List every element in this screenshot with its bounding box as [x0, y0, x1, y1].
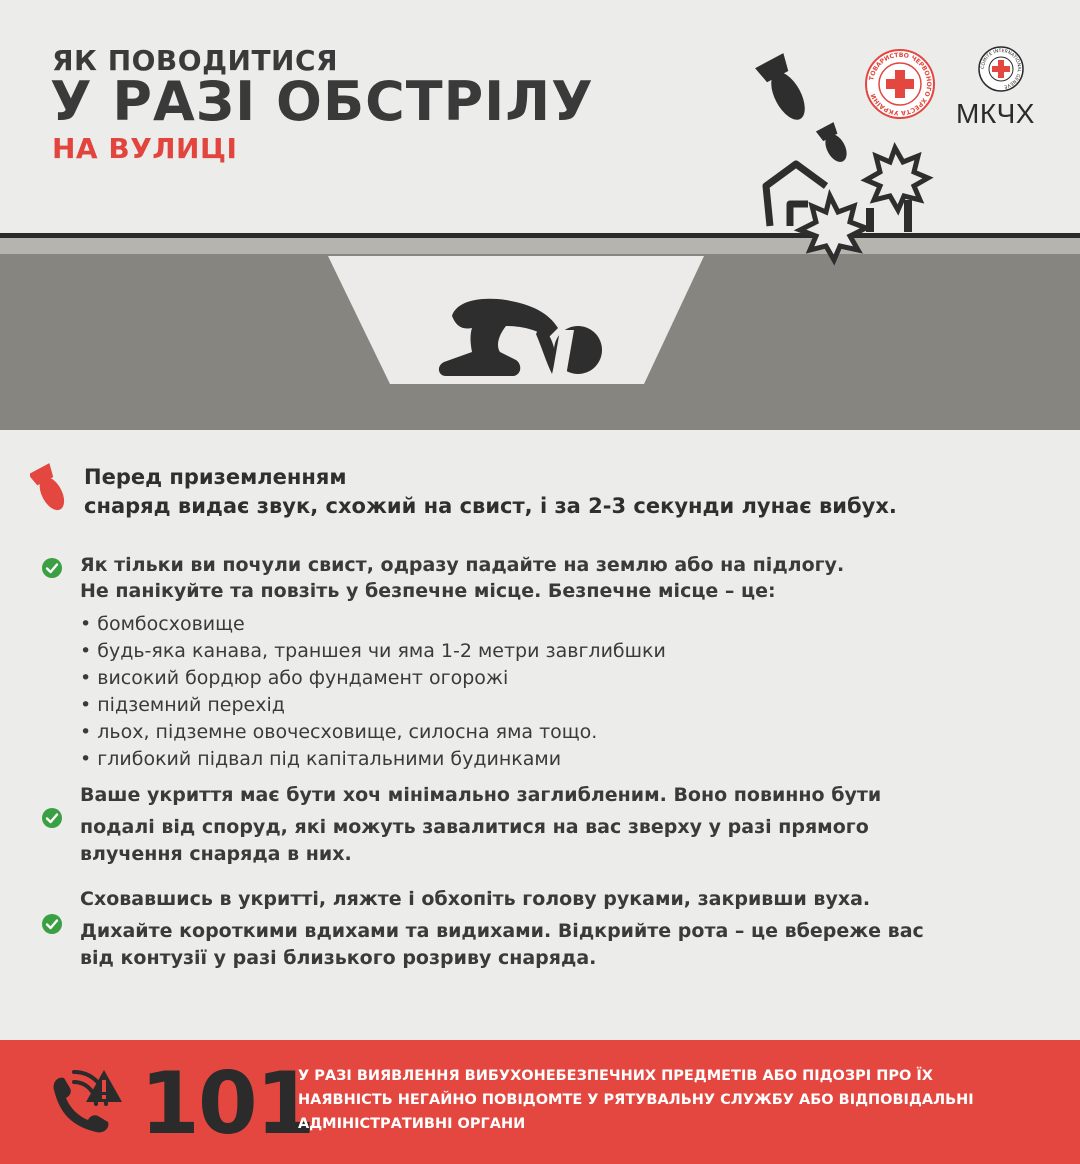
check-icon	[42, 914, 62, 934]
list-item: • бомбосховище	[80, 613, 245, 635]
title-line-3: НА ВУЛИЦІ	[52, 132, 238, 165]
list-item: • підземний перехід	[80, 694, 285, 716]
section-3-line-2: Дихайте короткими вдихами та видихами. Відкрийте рота – це вбереже вас	[80, 920, 924, 942]
check-icon	[42, 558, 62, 578]
warning-heading: Перед приземленням	[84, 465, 347, 489]
ukrainian-red-cross-logo	[864, 48, 936, 120]
emergency-footer	[0, 1040, 1080, 1164]
list-item: • глибокий підвал під капітальними будинками	[80, 748, 562, 770]
section-2-line-3: влучення снаряда в них.	[80, 843, 352, 865]
section-3-line-3: від контузії у разі близького розриву снаряда.	[80, 947, 597, 969]
svg-text:ТОВАРИСТВО ЧЕРВОНОГО ХРЕСТА УК: ТОВАРИСТВО ЧЕРВОНОГО ХРЕСТА УКРАЇНИ	[868, 51, 933, 117]
footer-text-line-1: У РАЗІ ВИЯВЛЕННЯ ВИБУХОНЕБЕЗПЕЧНИХ ПРЕДМЕТІВ АБО ПІДОЗРІ ПРО ЇХ	[298, 1068, 933, 1084]
title-line-1: ЯК ПОВОДИТИСЯ	[52, 44, 339, 77]
footer-text-line-2: НАЯВНІСТЬ НЕГАЙНО ПОВІДОМТЕ У РЯТУВАЛЬНУ СЛУЖБУ АБО ВІДПОВІДАЛЬНІ	[298, 1092, 974, 1108]
bomb-icon	[755, 53, 814, 126]
section-1-line-2: Не панікуйте та повзіть у безпечне місце. Безпечне місце – це:	[80, 580, 776, 602]
icrc-logo	[978, 46, 1024, 92]
section-1-line-1: Як тільки ви почули свист, одразу падайте на землю або на підлогу.	[80, 554, 845, 576]
icrc-label: МКЧХ	[956, 98, 1035, 129]
section-3-line-1: Сховавшись в укритті, ляжте і обхопіть голову руками, закривши вуха.	[80, 888, 871, 910]
emergency-number: 101	[140, 1054, 314, 1154]
list-item: • льох, підземне овочесховище, силосна яма тощо.	[80, 721, 598, 743]
shell-icon	[30, 462, 70, 514]
phone-warning-icon	[48, 1068, 122, 1138]
title-line-2: У РАЗІ ОБСТРІЛУ	[50, 70, 594, 133]
explosion-icon	[800, 196, 866, 260]
list-item: • будь-яка канава, траншея чи яма 1-2 метри завглибшки	[80, 640, 666, 662]
check-icon	[42, 808, 62, 828]
warning-text: снаряд видає звук, схожий на свист, і за 2-3 секунди лунає вибух.	[84, 494, 897, 518]
section-2-line-1: Ваше укриття має бути хоч мінімально заглибленим. Воно повинно бути	[80, 784, 882, 806]
svg-text:COMITE INTERNATIONAL GENEVE: COMITE INTERNATIONAL GENEVE	[980, 48, 1022, 89]
list-item: • високий бордюр або фундамент огорожі	[80, 667, 509, 689]
bomb-icon	[816, 122, 852, 166]
explosion-icon	[866, 148, 928, 210]
section-2-line-2: подалі від споруд, які можуть завалитися на вас зверху у разі прямого	[80, 816, 869, 838]
footer-text-line-3: АДМІНІСТРАТИВНІ ОРГАНИ	[298, 1116, 526, 1132]
